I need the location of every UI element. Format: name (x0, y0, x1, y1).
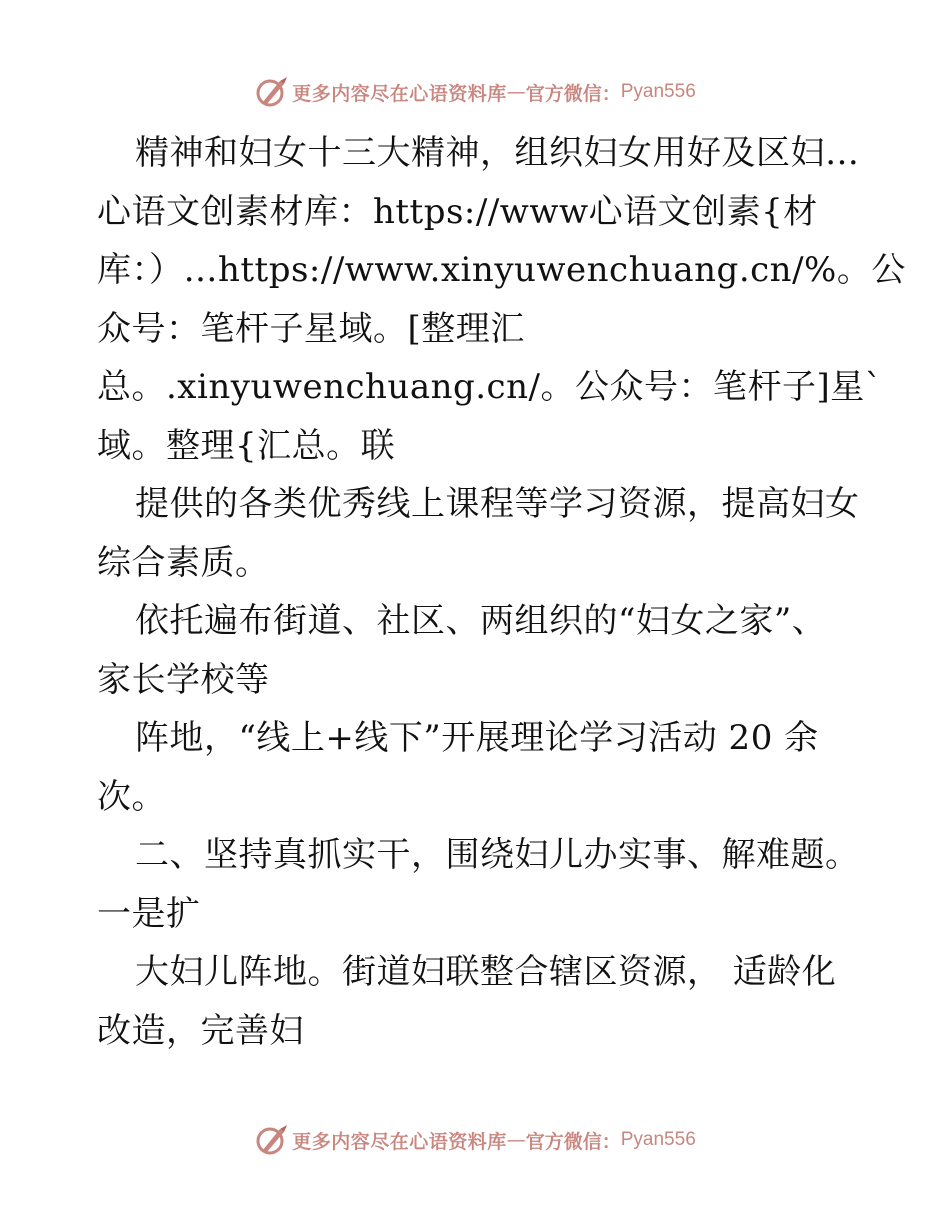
text-line: 域。整理{汇总。联 (97, 425, 396, 466)
text-line: 次。 (97, 776, 166, 817)
text-line: 家长学校等 (97, 659, 270, 700)
text-line: 大妇儿阵地。街道妇联整合辖区资源， 适龄化 (135, 952, 837, 992)
watermark-separator: — (506, 81, 526, 103)
watermark-wechat-id: Pyan556 (620, 81, 696, 102)
text-line: 综合素质。 (97, 542, 270, 583)
text-line: 提供的各类优秀线上课程等学习资源，提高妇女 (135, 484, 860, 524)
quill-pen-logo-icon (254, 75, 288, 109)
text-line: 一是扩 (97, 893, 201, 934)
text-line: 心语文创素材库：https://www心语文创素{材 (97, 191, 818, 232)
text-line: 二、坚持真抓实干，围绕妇儿办实事、解难题。 (135, 835, 860, 875)
watermark-site-text: 更多内容尽在心语资料库 (292, 1130, 507, 1153)
header-watermark (0, 72, 950, 112)
watermark-site-text: 更多内容尽在心语资料库 (292, 82, 507, 105)
watermark-wechat-label: 官方微信： (525, 1130, 621, 1153)
quill-pen-logo-icon (254, 1123, 288, 1157)
text-line: 精神和妇女十三大精神，组织妇女用好及区妇… (135, 133, 860, 173)
footer-watermark (0, 1120, 950, 1160)
text-line: 众号：笔杆子星域。[整理汇 (97, 308, 525, 349)
document-body (97, 124, 906, 1060)
text-line: 库：）…https://www.xinyuwenchuang.cn/%。公 (97, 250, 906, 290)
watermark-wechat-id: Pyan556 (620, 1129, 696, 1150)
watermark-separator: — (506, 1129, 526, 1151)
watermark-wechat-label: 官方微信： (525, 82, 621, 105)
text-line: 总。.xinyuwenchuang.cn/。公众号：笔杆子]星` (97, 367, 883, 407)
text-line: 阵地，“线上+线下”开展理论学习活动 20 余 (135, 718, 819, 758)
text-line: 改造，完善妇 (97, 1010, 304, 1051)
text-line: 依托遍布街道、社区、两组织的“妇女之家”、 (135, 601, 827, 641)
